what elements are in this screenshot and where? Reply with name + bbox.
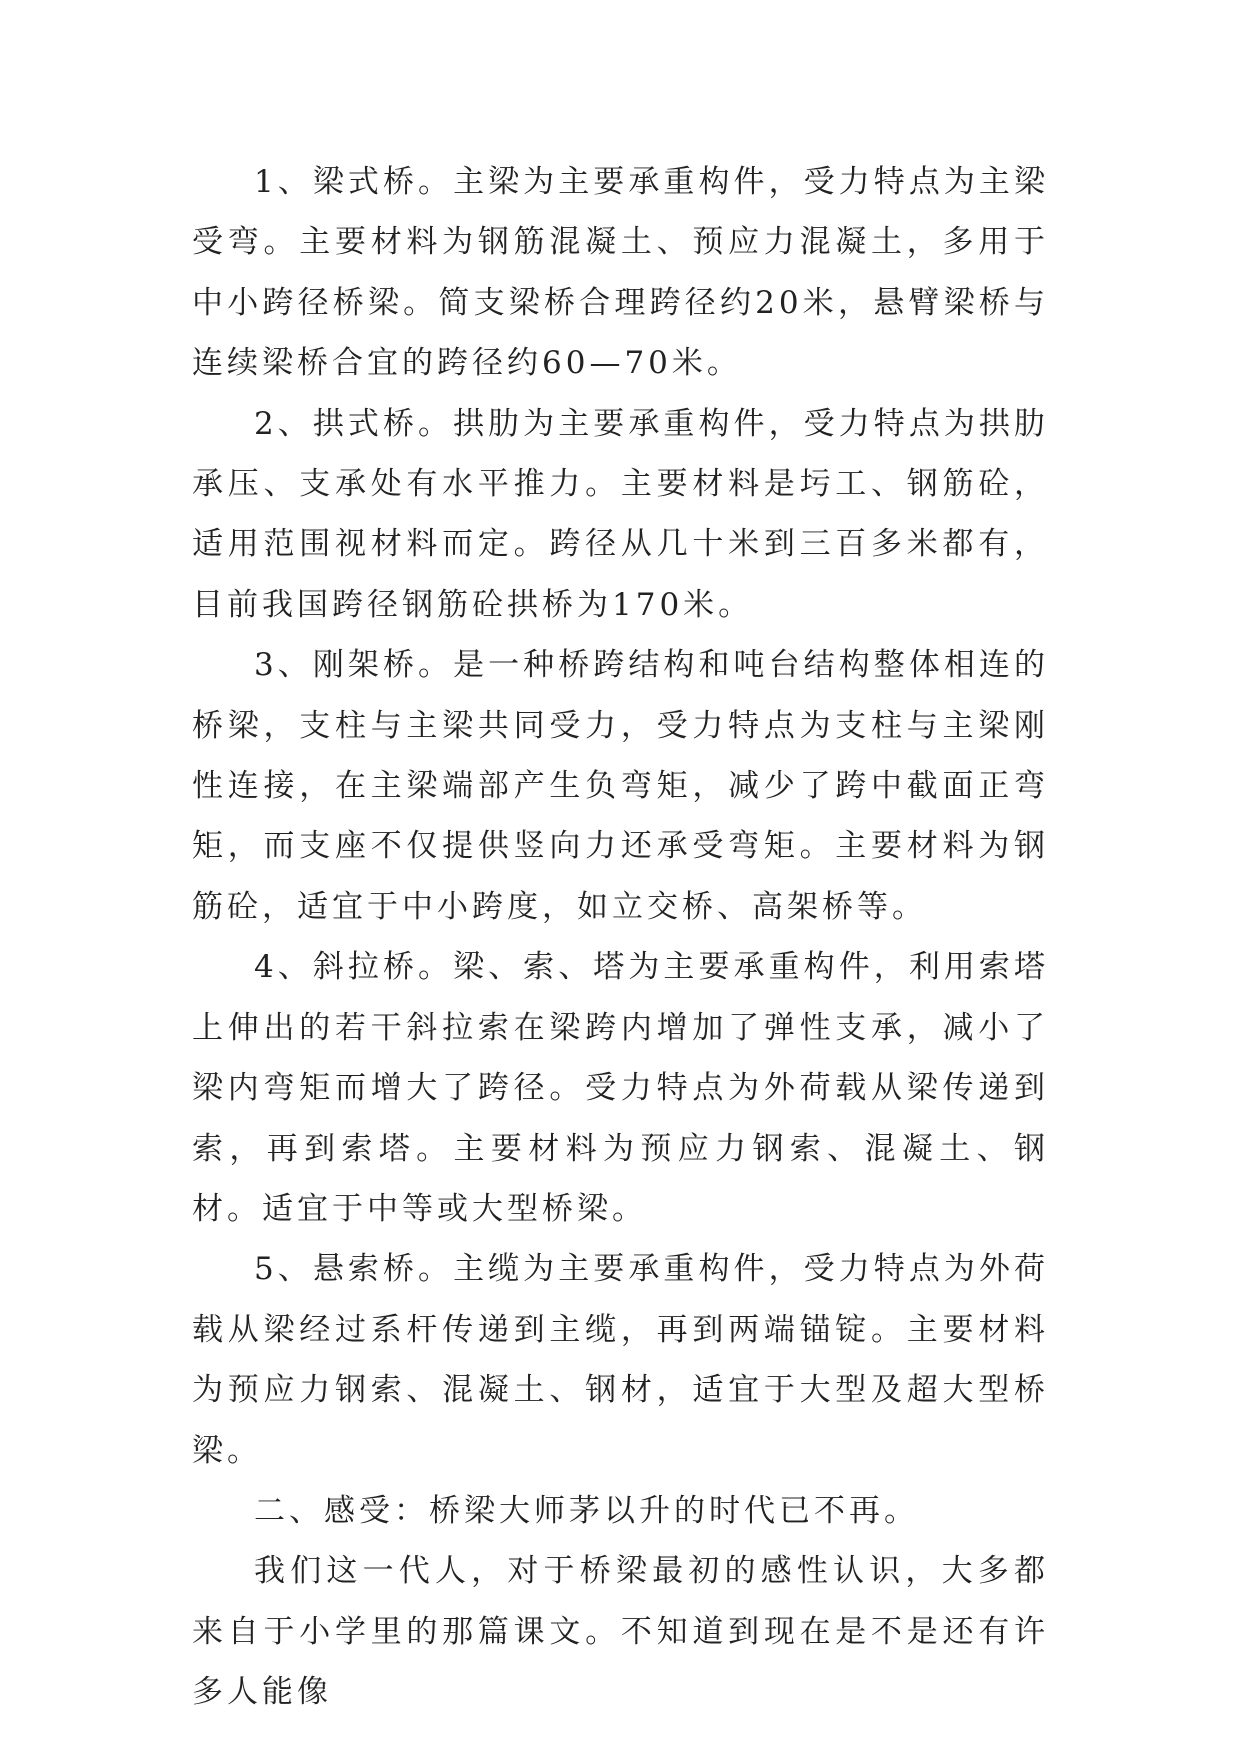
paragraph-reflection: 我们这一代人，对于桥梁最初的感性认识，大多都来自于小学里的那篇课文。不知道到现在是不是还有许多人能像 xyxy=(192,1553,1049,1711)
paragraph-suspension-bridge: 5、悬索桥。主缆为主要承重构件，受力特点为外荷载从梁经过系杆传递到主缆，再到两端锚锭。主要材料为预应力钢索、混凝土、钢材，适宜于大型及超大型桥梁。 xyxy=(192,1251,1049,1469)
paragraph-cable-stayed-bridge: 4、斜拉桥。梁、索、塔为主要承重构件，利用索塔上伸出的若干斜拉索在梁跨内增加了弹性支承，减小了梁内弯矩而增大了跨径。受力特点为外荷载从梁传递到索，再到索塔。主要材料为预应力钢索、混凝土、钢材。适宜于中等或大型桥梁。 xyxy=(192,949,1049,1227)
paragraph-rigid-frame-bridge: 3、刚架桥。是一种桥跨结构和吨台结构整体相连的桥梁，支柱与主梁共同受力，受力特点为支柱与主梁刚性连接，在主梁端部产生负弯矩，减少了跨中截面正弯矩，而支座不仅提供竖向力还承受弯矩。主要材料为钢筋砼，适宜于中小跨度，如立交桥、高架桥等。 xyxy=(192,647,1049,925)
section-heading-feelings: 二、感受：桥梁大师茅以升的时代已不再。 xyxy=(254,1492,919,1529)
paragraph-arch-bridge: 2、拱式桥。拱肋为主要承重构件，受力特点为拱肋承压、支承处有水平推力。主要材料是圬工、钢筋砼，适用范围视材料而定。跨径从几十米到三百多米都有，目前我国跨径钢筋砼拱桥为170米。 xyxy=(192,405,1049,623)
paragraph-beam-bridge: 1、梁式桥。主梁为主要承重构件，受力特点为主梁受弯。主要材料为钢筋混凝土、预应力混凝土，多用于中小跨径桥梁。简支梁桥合理跨径约20米，悬臂梁桥与连续梁桥合宜的跨径约60—70米。 xyxy=(192,164,1049,382)
body-text xyxy=(192,152,1049,1723)
